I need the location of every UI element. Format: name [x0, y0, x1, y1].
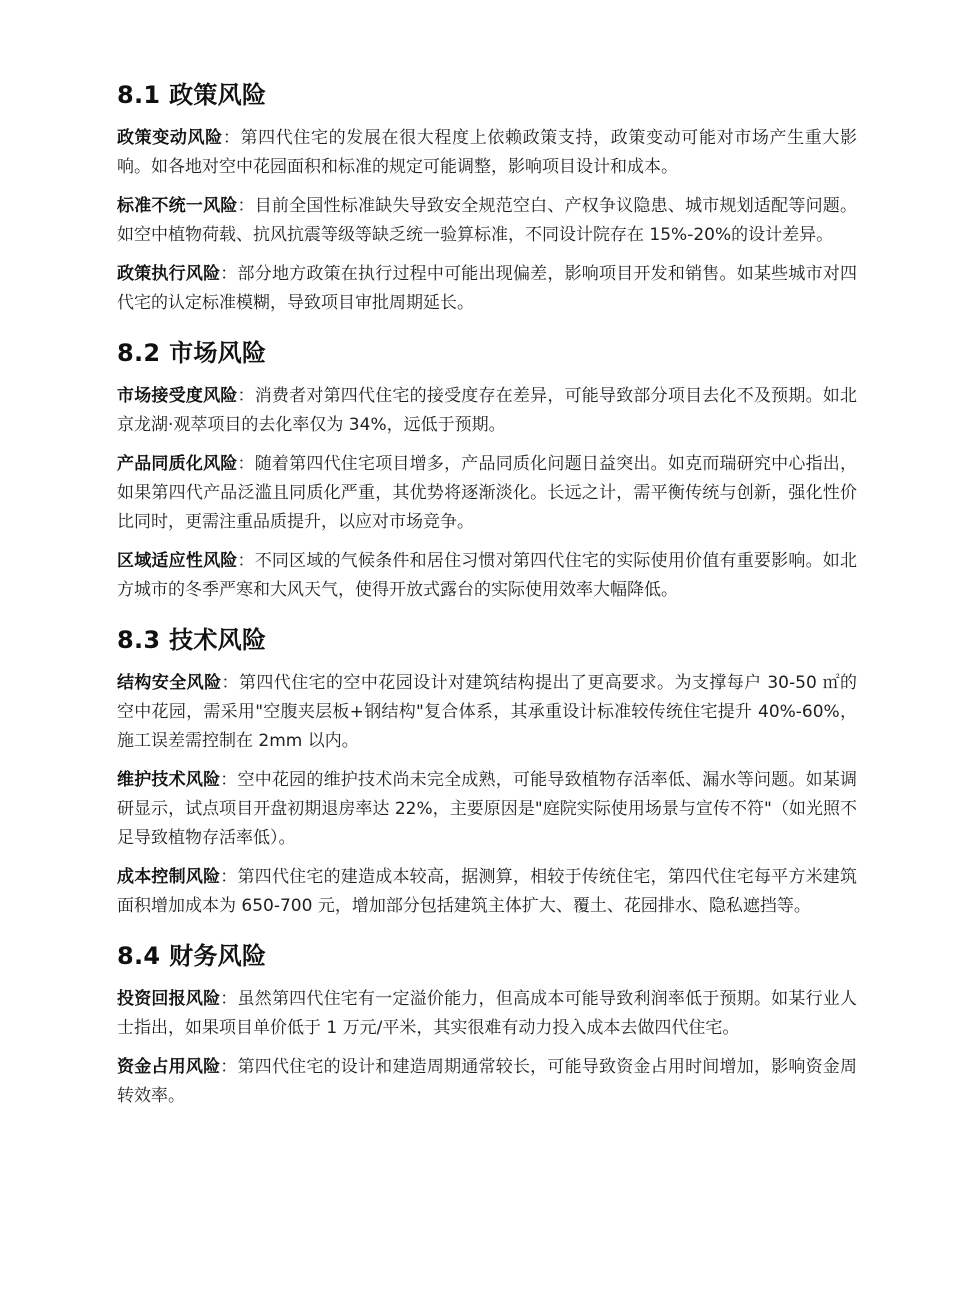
risk-text: 目前全国性标准缺失导致安全规范空白、产权争议隐患、城市规划适配等问题。如空中植物荷载、抗风抗震等级等缺乏统一验算标准，不同设计院存在 15%-20%的设计差异。 — [117, 196, 858, 245]
risk-text: 虽然第四代住宅有一定溢价能力，但高成本可能导致利润率低于预期。如某行业人士指出，如果项目单价低于 1 万元/平米，其实很难有动力投入成本去做四代住宅。 — [117, 989, 858, 1038]
colon: ： — [220, 770, 238, 790]
risk-text: 第四代住宅的设计和建造周期通常较长，可能导致资金占用时间增加，影响资金周转效率。 — [117, 1057, 858, 1106]
risk-term: 成本控制风险 — [117, 867, 221, 887]
section-technical-risk — [117, 623, 857, 921]
risk-paragraph — [117, 450, 857, 537]
section-title: 8.1 政策风险 — [117, 81, 267, 109]
risk-paragraph — [117, 863, 857, 921]
colon: ： — [237, 386, 255, 406]
risk-paragraph — [117, 124, 857, 182]
risk-paragraph — [117, 766, 857, 853]
risk-paragraph — [117, 547, 857, 605]
colon: ： — [220, 989, 238, 1009]
colon: ： — [220, 867, 238, 887]
colon: ： — [222, 128, 241, 148]
document-content — [117, 78, 857, 1129]
risk-text: 第四代住宅的建造成本较高，据测算，相较于传统住宅，第四代住宅每平方米建筑面积增加成本为 650-700 元，增加部分包括建筑主体扩大、覆土、花园排水、隐私遮挡等。 — [117, 867, 858, 916]
colon: ： — [237, 454, 255, 474]
risk-term: 投资回报风险 — [117, 989, 221, 1009]
colon: ： — [221, 673, 239, 693]
section-title: 8.4 财务风险 — [117, 942, 267, 970]
risk-text: 空中花园的维护技术尚未完全成熟，可能导致植物存活率低、漏水等问题。如某调研显示，试点项目开盘初期退房率达 22%，主要原因是"庭院实际使用场景与宣传不符"（如光照不足导致植物存活率低）。 — [117, 770, 858, 848]
risk-term: 标准不统一风险 — [117, 196, 238, 216]
risk-term: 政策变动风险 — [117, 128, 223, 148]
risk-text: 消费者对第四代住宅的接受度存在差异，可能导致部分项目去化不及预期。如北京龙湖·观萃项目的去化率仅为 34%，远低于预期。 — [117, 386, 858, 435]
section-title: 8.2 市场风险 — [117, 339, 267, 367]
risk-paragraph — [117, 1053, 857, 1111]
risk-text: 第四代住宅的发展在很大程度上依赖政策支持，政策变动可能对市场产生重大影响。如各地对空中花园面积和标准的规定可能调整，影响项目设计和成本。 — [117, 128, 858, 177]
risk-term: 维护技术风险 — [117, 770, 221, 790]
risk-paragraph — [117, 985, 857, 1043]
section-financial-risk — [117, 939, 857, 1111]
risk-term: 市场接受度风险 — [117, 386, 238, 406]
colon: ： — [220, 264, 238, 284]
risk-paragraph — [117, 382, 857, 440]
risk-term: 政策执行风险 — [117, 264, 221, 284]
risk-text: 随着第四代住宅项目增多，产品同质化问题日益突出。如克而瑞研究中心指出，如果第四代产品泛滥且同质化严重，其优势将逐渐淡化。长远之计，需平衡传统与创新，强化性价比同时，更需注重品质提升，以应对市场竞争。 — [117, 454, 858, 532]
risk-paragraph — [117, 669, 857, 756]
risk-term: 资金占用风险 — [117, 1057, 221, 1077]
risk-text: 第四代住宅的空中花园设计对建筑结构提出了更高要求。为支撑每户 30-50 ㎡的空中花园，需采用"空腹夹层板+钢结构"复合体系，其承重设计标准较传统住宅提升 40%-60%，施工误差需控制在 2mm 以内。 — [117, 673, 858, 751]
section-market-risk — [117, 336, 857, 605]
colon: ： — [237, 196, 255, 216]
risk-paragraph — [117, 192, 857, 250]
risk-text: 部分地方政策在执行过程中可能出现偏差，影响项目开发和销售。如某些城市对四代宅的认定标准模糊，导致项目审批周期延长。 — [117, 264, 858, 313]
risk-term: 结构安全风险 — [117, 673, 222, 693]
colon: ： — [237, 551, 255, 571]
section-policy-risk — [117, 78, 857, 318]
section-title: 8.3 技术风险 — [117, 626, 267, 654]
risk-text: 不同区域的气候条件和居住习惯对第四代住宅的实际使用价值有重要影响。如北方城市的冬季严寒和大风天气，使得开放式露台的实际使用效率大幅降低。 — [117, 551, 858, 600]
risk-term: 区域适应性风险 — [117, 551, 238, 571]
risk-term: 产品同质化风险 — [117, 454, 238, 474]
risk-paragraph — [117, 260, 857, 318]
colon: ： — [220, 1057, 238, 1077]
